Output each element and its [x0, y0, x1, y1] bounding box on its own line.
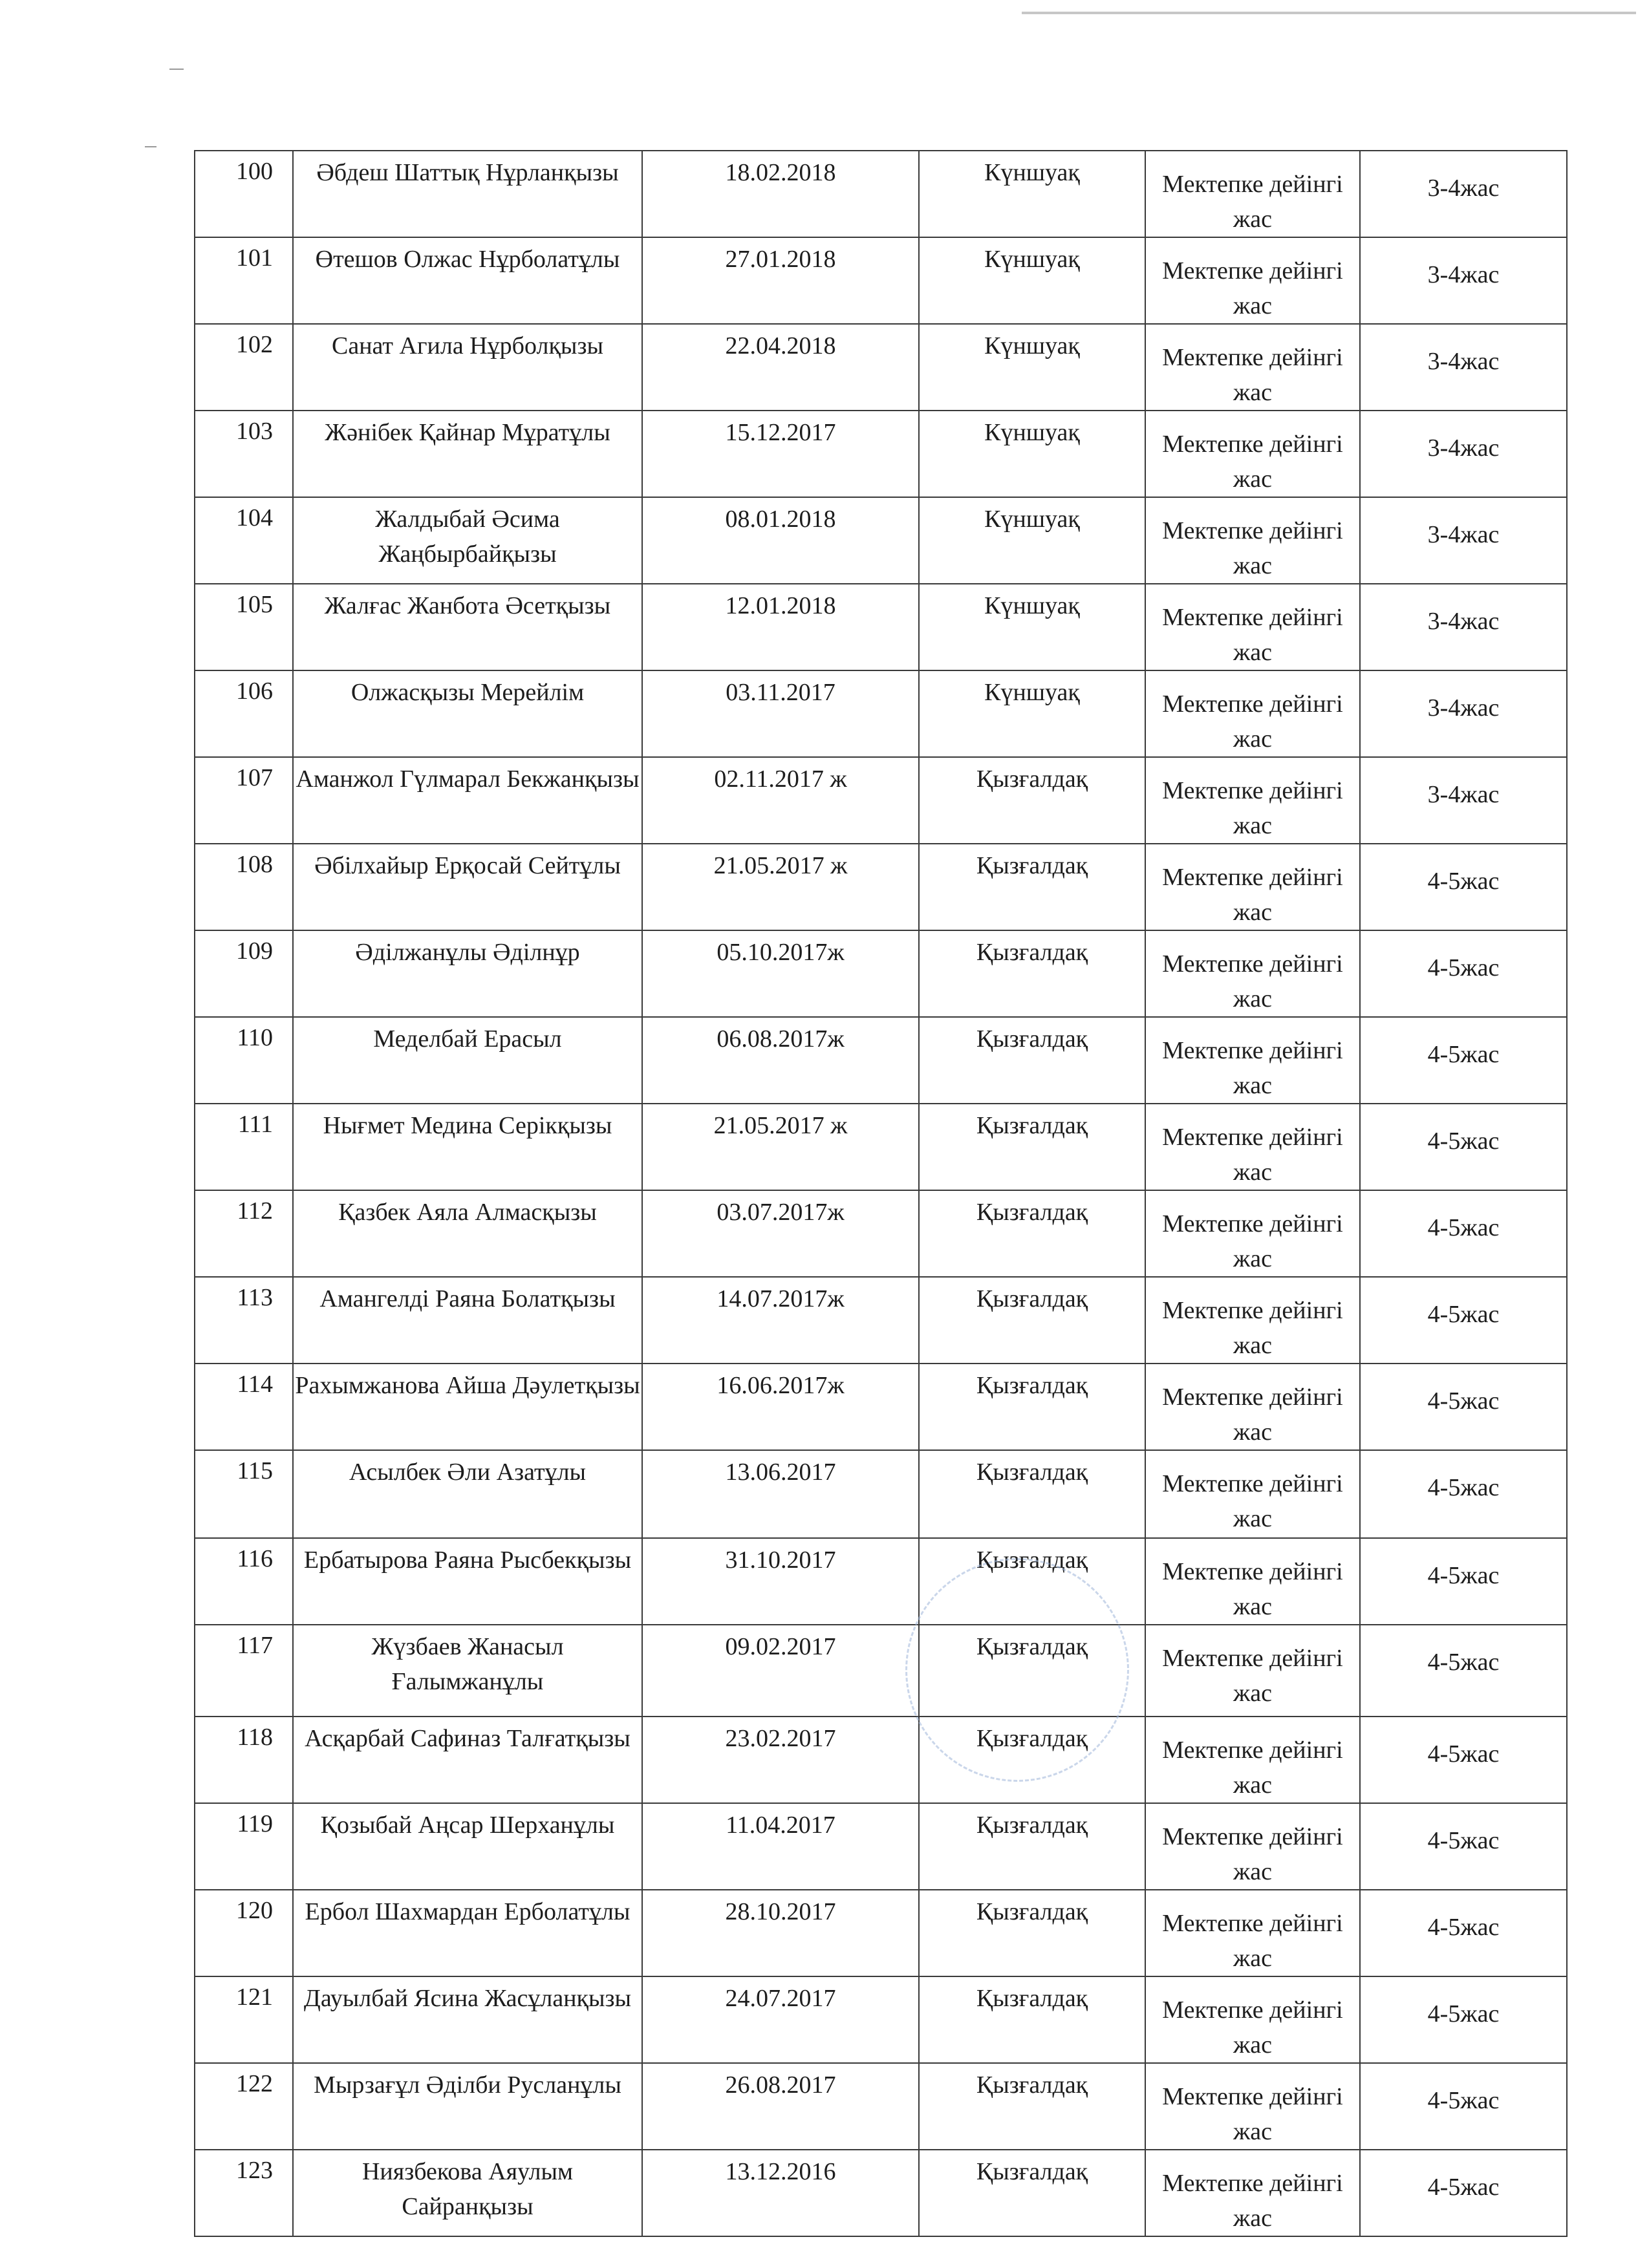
row-number-cell: 117: [195, 1625, 293, 1717]
birth-date-cell: 03.07.2017ж: [642, 1190, 919, 1277]
age-category-cell: Мектепке дейінгі жас: [1145, 1890, 1360, 1976]
table-row: [195, 1277, 1567, 1364]
row-number-cell: 106: [195, 670, 293, 757]
birth-date-cell: 09.02.2017: [642, 1625, 919, 1717]
scan-mark: [145, 146, 156, 147]
group-name-cell: Қызғалдақ: [919, 1803, 1145, 1890]
row-number-cell: 104: [195, 497, 293, 584]
child-name-cell: Амангелді Раяна Болатқызы: [293, 1277, 642, 1364]
row-number-cell: 123: [195, 2150, 293, 2236]
group-name-cell: Күншуақ: [919, 151, 1145, 237]
child-name-cell: Мырзағұл Әділби Русланұлы: [293, 2063, 642, 2150]
group-name-cell: Күншуақ: [919, 237, 1145, 324]
table-row: [195, 670, 1567, 757]
age-range-cell: 4-5жас: [1360, 2063, 1567, 2150]
group-name-cell: Күншуақ: [919, 584, 1145, 670]
child-name-cell: Санат Агила Нұрболқызы: [293, 324, 642, 411]
table-row: [195, 411, 1567, 497]
age-range-cell: 3-4жас: [1360, 670, 1567, 757]
children-list-table: [194, 150, 1568, 2237]
group-name-cell: Қызғалдақ: [919, 2150, 1145, 2236]
birth-date-cell: 16.06.2017ж: [642, 1364, 919, 1450]
age-range-cell: 3-4жас: [1360, 324, 1567, 411]
table-row: [195, 1803, 1567, 1890]
table-row: [195, 324, 1567, 411]
child-name-cell: Әділжанұлы Әділнұр: [293, 930, 642, 1017]
scan-mark: [169, 69, 184, 70]
row-number-cell: 107: [195, 757, 293, 844]
table-row: [195, 584, 1567, 670]
age-category-cell: Мектепке дейінгі жас: [1145, 497, 1360, 584]
child-name-cell: Меделбай Ерасыл: [293, 1017, 642, 1104]
age-category-cell: Мектепке дейінгі жас: [1145, 1803, 1360, 1890]
row-number-cell: 112: [195, 1190, 293, 1277]
child-name-cell: Жәнібек Қайнар Мұратұлы: [293, 411, 642, 497]
child-name-cell: Өтешов Олжас Нұрболатұлы: [293, 237, 642, 324]
child-name-cell: Жалдыбай Әсима Жаңбырбайқызы: [293, 497, 642, 584]
table-row: [195, 1717, 1567, 1803]
age-range-cell: 3-4жас: [1360, 237, 1567, 324]
group-name-cell: Қызғалдақ: [919, 757, 1145, 844]
age-category-cell: Мектепке дейінгі жас: [1145, 844, 1360, 930]
child-name-cell: Асылбек Әли Азатұлы: [293, 1450, 642, 1538]
birth-date-cell: 02.11.2017 ж: [642, 757, 919, 844]
group-name-cell: Қызғалдақ: [919, 844, 1145, 930]
age-category-cell: Мектепке дейінгі жас: [1145, 1364, 1360, 1450]
age-range-cell: 4-5жас: [1360, 1976, 1567, 2063]
table-row: [195, 237, 1567, 324]
age-category-cell: Мектепке дейінгі жас: [1145, 1450, 1360, 1538]
child-name-cell: Ербол Шахмардан Ерболатұлы: [293, 1890, 642, 1976]
child-name-cell: Олжасқызы Мерейлім: [293, 670, 642, 757]
group-name-cell: Қызғалдақ: [919, 1277, 1145, 1364]
child-name-cell: Асқарбай Сафиназ Талғатқызы: [293, 1717, 642, 1803]
child-name-cell: Аманжол Гүлмарал Бекжанқызы: [293, 757, 642, 844]
row-number-cell: 102: [195, 324, 293, 411]
birth-date-cell: 24.07.2017: [642, 1976, 919, 2063]
child-name-cell: Рахымжанова Айша Дәулетқызы: [293, 1364, 642, 1450]
row-number-cell: 118: [195, 1717, 293, 1803]
row-number-cell: 122: [195, 2063, 293, 2150]
row-number-cell: 108: [195, 844, 293, 930]
child-name-cell: Әбілхайыр Ерқосай Сейтұлы: [293, 844, 642, 930]
row-number-cell: 105: [195, 584, 293, 670]
birth-date-cell: 11.04.2017: [642, 1803, 919, 1890]
group-name-cell: Күншуақ: [919, 670, 1145, 757]
group-name-cell: Күншуақ: [919, 411, 1145, 497]
group-name-cell: Қызғалдақ: [919, 1976, 1145, 2063]
age-category-cell: Мектепке дейінгі жас: [1145, 1625, 1360, 1717]
birth-date-cell: 18.02.2018: [642, 151, 919, 237]
age-category-cell: Мектепке дейінгі жас: [1145, 1538, 1360, 1625]
age-category-cell: Мектепке дейінгі жас: [1145, 670, 1360, 757]
table-row: [195, 757, 1567, 844]
table-row: [195, 1450, 1567, 1538]
age-range-cell: 4-5жас: [1360, 844, 1567, 930]
row-number-cell: 111: [195, 1104, 293, 1190]
age-range-cell: 4-5жас: [1360, 1190, 1567, 1277]
age-range-cell: 4-5жас: [1360, 1625, 1567, 1717]
table-row: [195, 1104, 1567, 1190]
child-name-cell: Жүзбаев Жанасыл Ғалымжанұлы: [293, 1625, 642, 1717]
age-category-cell: Мектепке дейінгі жас: [1145, 2063, 1360, 2150]
age-category-cell: Мектепке дейінгі жас: [1145, 1104, 1360, 1190]
age-category-cell: Мектепке дейінгі жас: [1145, 1190, 1360, 1277]
child-name-cell: Қазбек Аяла Алмасқызы: [293, 1190, 642, 1277]
age-category-cell: Мектепке дейінгі жас: [1145, 1277, 1360, 1364]
age-category-cell: Мектепке дейінгі жас: [1145, 324, 1360, 411]
age-range-cell: 4-5жас: [1360, 1017, 1567, 1104]
table-row: [195, 1190, 1567, 1277]
group-name-cell: Қызғалдақ: [919, 1450, 1145, 1538]
age-category-cell: Мектепке дейінгі жас: [1145, 930, 1360, 1017]
age-range-cell: 4-5жас: [1360, 1450, 1567, 1538]
birth-date-cell: 13.12.2016: [642, 2150, 919, 2236]
child-name-cell: Қозыбай Аңсар Шерханұлы: [293, 1803, 642, 1890]
child-name-cell: Жалғас Жанбота Әсетқызы: [293, 584, 642, 670]
child-name-cell: Нығмет Медина Серікқызы: [293, 1104, 642, 1190]
birth-date-cell: 15.12.2017: [642, 411, 919, 497]
row-number-cell: 100: [195, 151, 293, 237]
table-row: [195, 930, 1567, 1017]
group-name-cell: Қызғалдақ: [919, 2063, 1145, 2150]
table-row: [195, 2063, 1567, 2150]
age-category-cell: Мектепке дейінгі жас: [1145, 1017, 1360, 1104]
row-number-cell: 119: [195, 1803, 293, 1890]
group-name-cell: Қызғалдақ: [919, 1104, 1145, 1190]
row-number-cell: 101: [195, 237, 293, 324]
row-number-cell: 121: [195, 1976, 293, 2063]
group-name-cell: Қызғалдақ: [919, 1717, 1145, 1803]
table-row: [195, 1625, 1567, 1717]
table-row: [195, 151, 1567, 237]
age-category-cell: Мектепке дейінгі жас: [1145, 584, 1360, 670]
age-range-cell: 4-5жас: [1360, 930, 1567, 1017]
birth-date-cell: 31.10.2017: [642, 1538, 919, 1625]
row-number-cell: 115: [195, 1450, 293, 1538]
age-range-cell: 3-4жас: [1360, 411, 1567, 497]
child-name-cell: Ниязбекова Аяулым Сайранқызы: [293, 2150, 642, 2236]
birth-date-cell: 26.08.2017: [642, 2063, 919, 2150]
birth-date-cell: 08.01.2018: [642, 497, 919, 584]
age-range-cell: 4-5жас: [1360, 1890, 1567, 1976]
faded-stamp: [905, 1558, 1129, 1782]
group-name-cell: Қызғалдақ: [919, 1625, 1145, 1717]
age-range-cell: 4-5жас: [1360, 1277, 1567, 1364]
table-row: [195, 1976, 1567, 2063]
birth-date-cell: 06.08.2017ж: [642, 1017, 919, 1104]
age-range-cell: 4-5жас: [1360, 1717, 1567, 1803]
birth-date-cell: 21.05.2017 ж: [642, 1104, 919, 1190]
table-body: [195, 151, 1567, 2236]
child-name-cell: Әбдеш Шаттық Нұрланқызы: [293, 151, 642, 237]
birth-date-cell: 28.10.2017: [642, 1890, 919, 1976]
scan-edge-line: [1022, 12, 1636, 14]
table-row: [195, 1538, 1567, 1625]
age-range-cell: 3-4жас: [1360, 151, 1567, 237]
age-category-cell: Мектепке дейінгі жас: [1145, 411, 1360, 497]
age-category-cell: Мектепке дейінгі жас: [1145, 1717, 1360, 1803]
birth-date-cell: 22.04.2018: [642, 324, 919, 411]
age-range-cell: 4-5жас: [1360, 1104, 1567, 1190]
row-number-cell: 114: [195, 1364, 293, 1450]
age-category-cell: Мектепке дейінгі жас: [1145, 1976, 1360, 2063]
age-range-cell: 4-5жас: [1360, 1803, 1567, 1890]
age-range-cell: 4-5жас: [1360, 1538, 1567, 1625]
birth-date-cell: 12.01.2018: [642, 584, 919, 670]
table-row: [195, 497, 1567, 584]
table-row: [195, 1890, 1567, 1976]
table-row: [195, 844, 1567, 930]
table-row: [195, 2150, 1567, 2236]
age-range-cell: 3-4жас: [1360, 584, 1567, 670]
group-name-cell: Қызғалдақ: [919, 930, 1145, 1017]
birth-date-cell: 27.01.2018: [642, 237, 919, 324]
age-category-cell: Мектепке дейінгі жас: [1145, 2150, 1360, 2236]
age-category-cell: Мектепке дейінгі жас: [1145, 151, 1360, 237]
birth-date-cell: 03.11.2017: [642, 670, 919, 757]
row-number-cell: 110: [195, 1017, 293, 1104]
child-name-cell: Ербатырова Раяна Рысбекқызы: [293, 1538, 642, 1625]
age-range-cell: 3-4жас: [1360, 757, 1567, 844]
birth-date-cell: 14.07.2017ж: [642, 1277, 919, 1364]
row-number-cell: 116: [195, 1538, 293, 1625]
birth-date-cell: 23.02.2017: [642, 1717, 919, 1803]
table-row: [195, 1017, 1567, 1104]
age-category-cell: Мектепке дейінгі жас: [1145, 237, 1360, 324]
group-name-cell: Күншуақ: [919, 497, 1145, 584]
row-number-cell: 120: [195, 1890, 293, 1976]
birth-date-cell: 05.10.2017ж: [642, 930, 919, 1017]
row-number-cell: 109: [195, 930, 293, 1017]
group-name-cell: Қызғалдақ: [919, 1190, 1145, 1277]
group-name-cell: Қызғалдақ: [919, 1364, 1145, 1450]
birth-date-cell: 21.05.2017 ж: [642, 844, 919, 930]
age-category-cell: Мектепке дейінгі жас: [1145, 757, 1360, 844]
group-name-cell: Қызғалдақ: [919, 1017, 1145, 1104]
row-number-cell: 113: [195, 1277, 293, 1364]
child-name-cell: Дауылбай Ясина Жасұланқызы: [293, 1976, 642, 2063]
age-range-cell: 3-4жас: [1360, 497, 1567, 584]
row-number-cell: 103: [195, 411, 293, 497]
table-row: [195, 1364, 1567, 1450]
birth-date-cell: 13.06.2017: [642, 1450, 919, 1538]
age-range-cell: 4-5жас: [1360, 2150, 1567, 2236]
group-name-cell: Қызғалдақ: [919, 1890, 1145, 1976]
age-range-cell: 4-5жас: [1360, 1364, 1567, 1450]
group-name-cell: Күншуақ: [919, 324, 1145, 411]
group-name-cell: Қызғалдақ: [919, 1538, 1145, 1625]
